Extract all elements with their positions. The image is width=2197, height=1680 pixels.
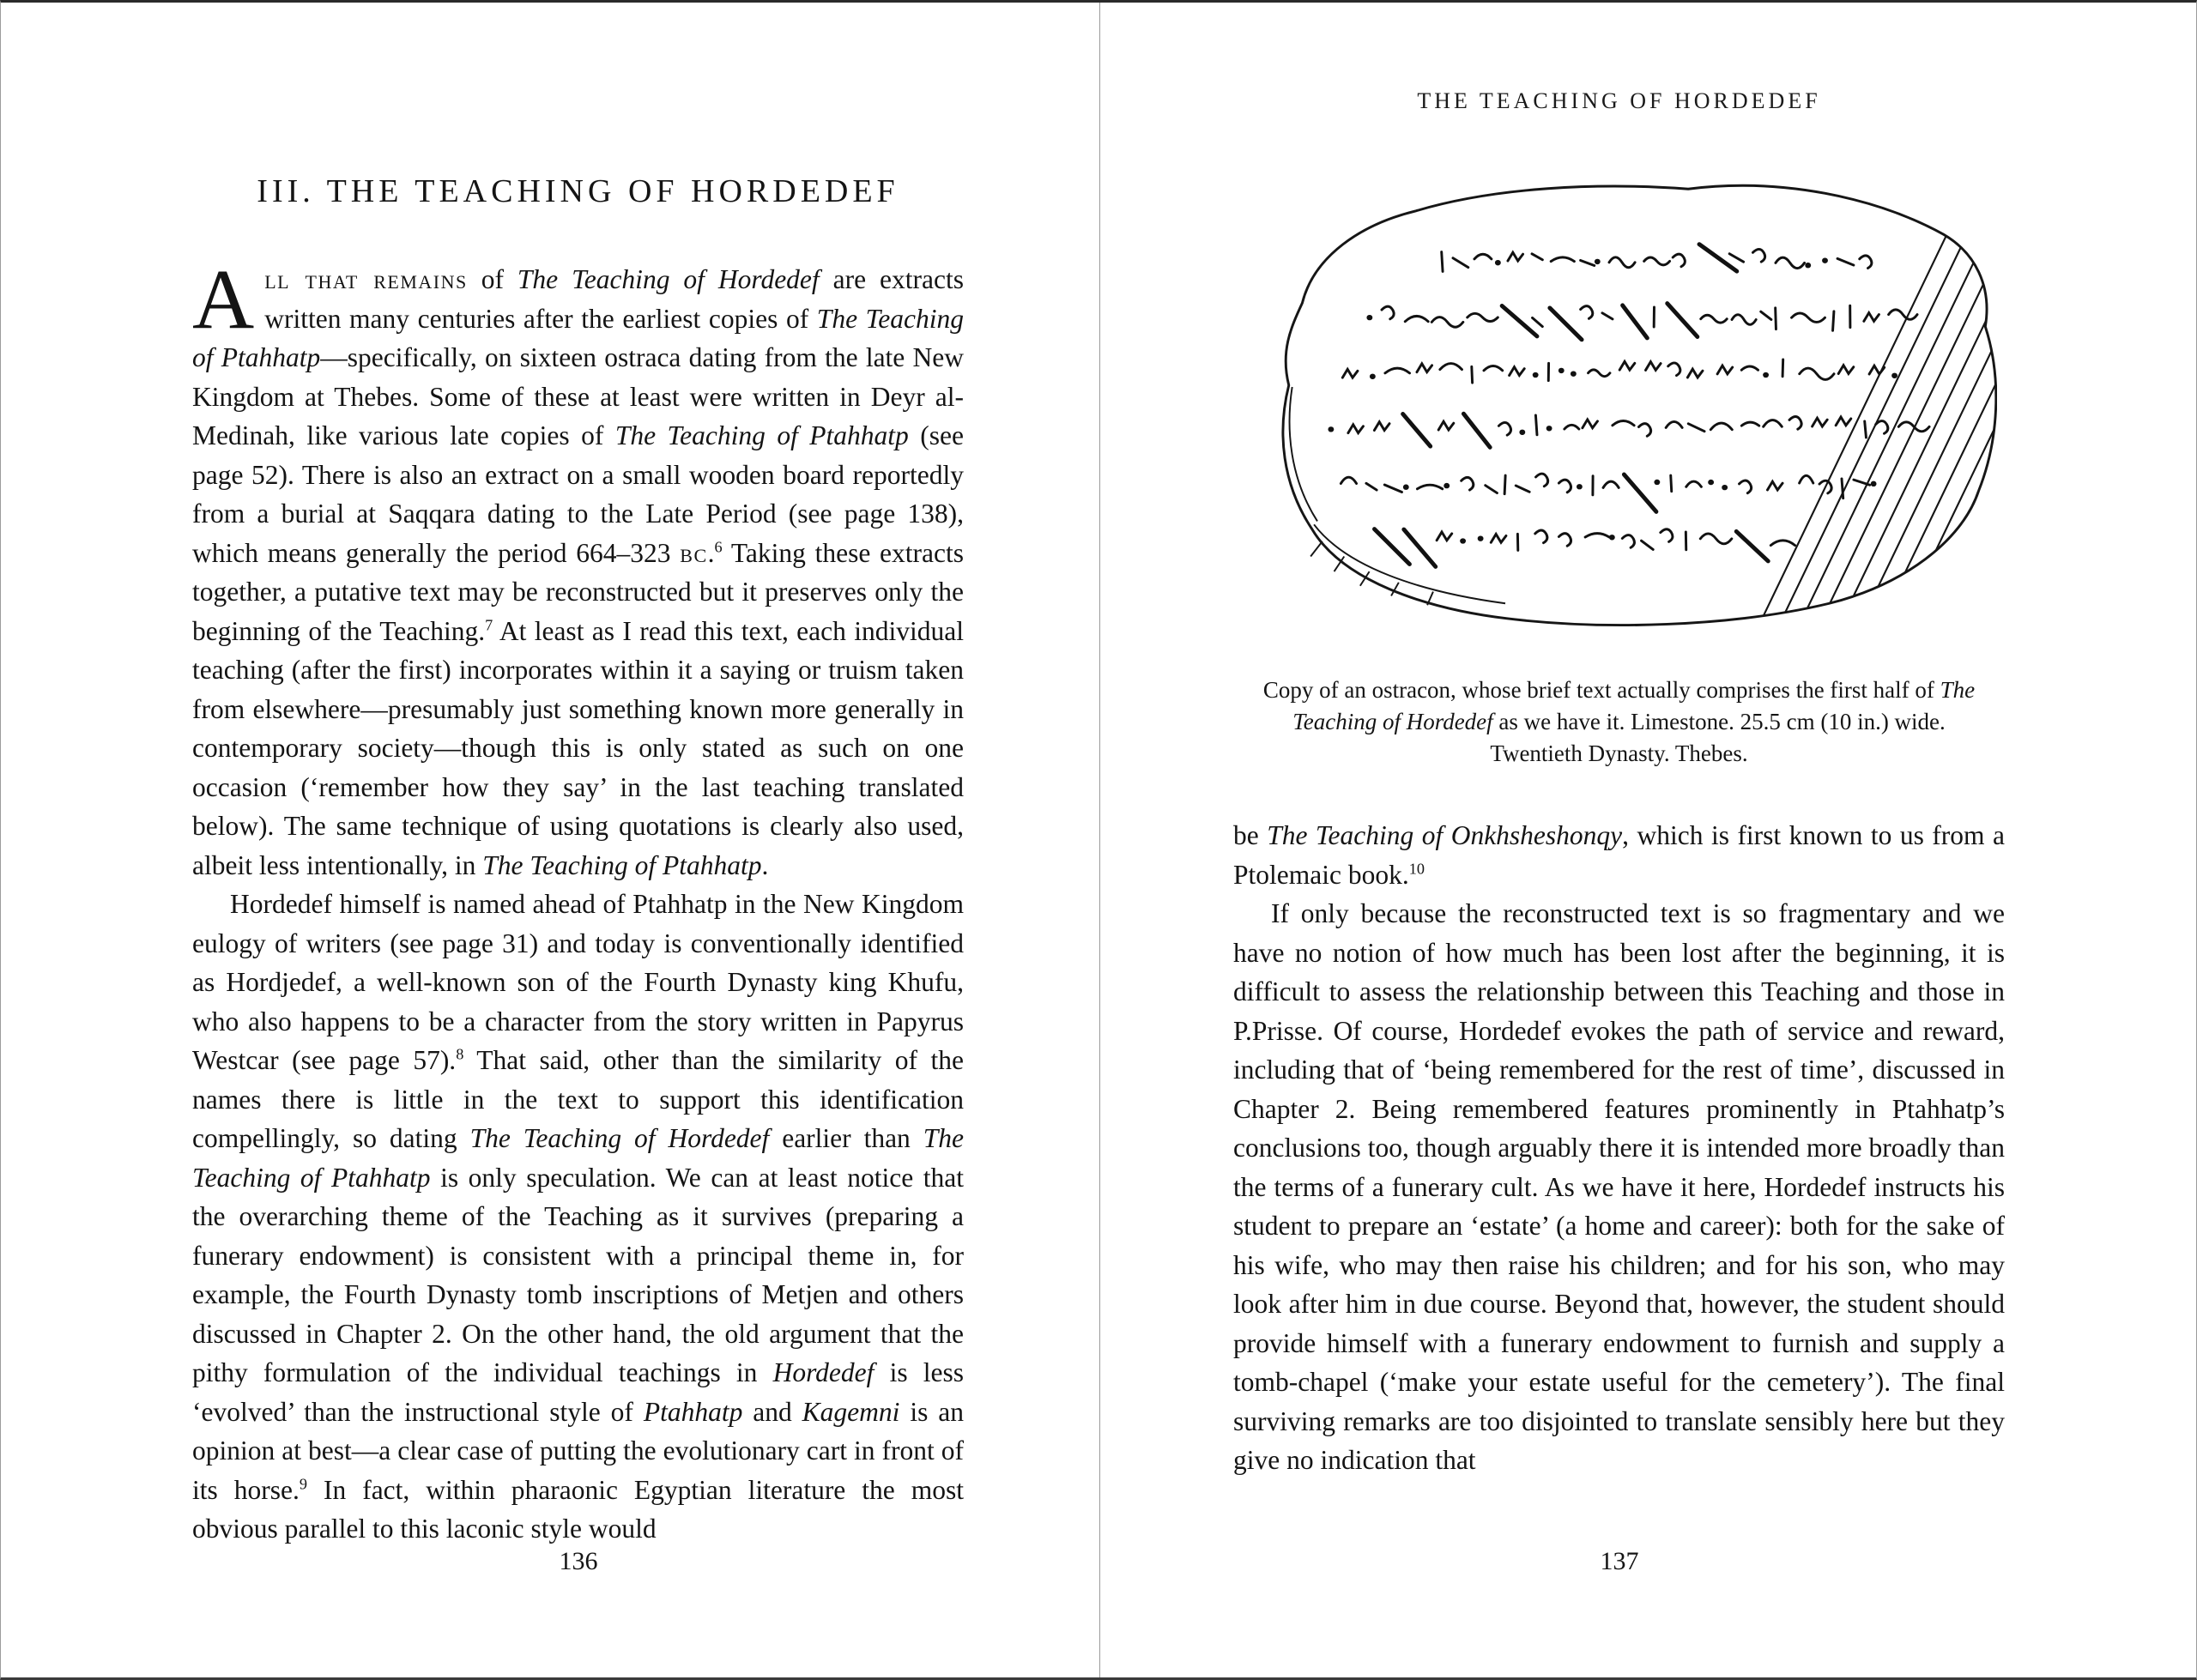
text-segment: The Teaching of Ptahhatp — [482, 849, 762, 880]
text-segment: Copy of an ostracon, whose brief text actually comprises the first half of — [1262, 677, 1940, 703]
page-number-right: 137 — [1600, 1547, 1639, 1575]
text-segment: The Teaching of Hordedef — [469, 1123, 770, 1153]
drop-cap: A — [192, 251, 255, 347]
text-segment: Hordedef himself is named ahead of Ptahhatp in the New Kingdom eulogy of writers (see page 31) and today is conventionally identified as Hordjedef, a well-known son of the Fourth Dynasty king Khufu, who also happens to be a character from the story written in Papyrus Westcar (see page 57). — [192, 889, 964, 1075]
right-body-text — [1233, 816, 2005, 1480]
ostracon-figure — [1233, 159, 2005, 770]
text-segment: If only because the reconstructed text is so fragmentary and we have no notion of how much has been lost after the beginning, it is difficult to assess the relationship between this Teaching and those in P.Prisse. Of course, Hordedef evokes the path of service and reward, including that of ‘being remembered for the rest of time’, discussed in Chapter 2. Being remembered features prominently in Ptahhatp’s conclusions too, though arguably there it is intended more broadly than the terms of a funerary cult. As we have it here, Hordedef instructs his student to prepare an ‘estate’ (a home and career): both for the sake of his wife, who may then raise his children; and for his son, who may look after him in due course. Beyond that, however, the student should provide himself with a funerary endowment to furnish and supply a tomb-chapel (‘make your estate useful for the cemetery’). The final surviving remarks are too disjointed to translate sensibly here but they give no indication that — [1233, 898, 2005, 1475]
text-segment: is only speculation. We can at least notice that the overarching theme of the Teaching as it survives (preparing a funerary endowment) is consistent with a principal theme in, for example, the Fourth Dynasty tomb inscriptions of Metjen and others discussed in Chapter 2. On the other hand, the old argument that the pithy formulation of the individual teachings in — [192, 1162, 964, 1387]
text-segment: The Teaching of Onkhsheshonqy — [1267, 820, 1623, 850]
text-segment: bc — [680, 537, 708, 568]
text-segment: is an opinion at best—a clear case of putting the evolutionary cart in front of its horse. — [192, 1396, 964, 1505]
text-segment: At least as I read this text, each individual teaching (after the first) incorporates within it a saying or truism taken from elsewhere—presumably just something known more generally in contemporary society—though this is only stated as such on one occasion (‘remember how they say’ in the last teaching translated below). The same technique of using quotations is clearly also used, albeit less intentionally, in — [192, 615, 964, 880]
text-segment: of — [467, 264, 517, 294]
stone-outline-path — [1282, 185, 1995, 625]
page-right — [1098, 3, 2196, 1677]
paragraph — [1233, 816, 2005, 894]
text-segment: 10 — [1408, 860, 1425, 877]
text-segment: The Teaching of Hordedef — [1292, 677, 1976, 734]
text-segment: The Teaching of Ptahhatp — [614, 420, 909, 450]
ostracon-illustration — [1242, 159, 1997, 652]
text-segment: , which is first known to us from a Ptolemaic book. — [1233, 820, 2005, 890]
text-segment: Kagemni — [802, 1396, 900, 1427]
page-number-left: 136 — [559, 1547, 598, 1575]
text-segment: . — [761, 849, 769, 880]
text-segment: ll that remains — [264, 264, 468, 294]
figure-caption — [1263, 674, 1976, 770]
text-segment: 6 — [714, 538, 723, 555]
running-header: THE TEACHING OF HORDEDEF — [1417, 88, 1821, 113]
text-segment: 8 — [456, 1045, 464, 1063]
paragraph — [192, 885, 964, 1549]
text-segment: (see page 52). There is also an extract on a small wooden board reportedly from a burial at Saqqara dating to the Late Period (see page 138), which means generally the period 664–323 — [192, 420, 964, 568]
text-segment: is less ‘evolved’ than the instructional style of — [192, 1357, 965, 1427]
text-segment: The Teaching of Ptahhatp — [192, 1123, 964, 1193]
page-left — [1, 3, 1098, 1677]
text-segment: The Teaching of Hordedef — [517, 264, 820, 294]
text-segment: 7 — [485, 616, 493, 633]
text-segment: In fact, within pharaonic Egyptian literature the most obvious parallel to this laconic style would — [192, 1474, 964, 1544]
text-segment: and — [742, 1396, 802, 1427]
chapter-title: III. THE TEACHING OF HORDEDEF — [257, 173, 899, 209]
paragraph — [192, 251, 965, 885]
text-segment: That said, other than the similarity of the names there is little in the text to support this identification compellingly, so dating — [192, 1045, 964, 1153]
text-segment: as we have it. Limestone. 25.5 cm (10 in.) wide. Twentieth Dynasty. Thebes. — [1490, 709, 1946, 766]
text-segment: earlier than — [769, 1123, 923, 1153]
text-segment: are extracts written many centuries after the earliest copies of — [264, 264, 964, 334]
text-segment: . — [707, 537, 715, 568]
text-segment: Hordedef — [772, 1357, 875, 1387]
text-segment: Taking these extracts together, a putative text may be reconstructed but it preserves only the beginning of the Teaching. — [192, 537, 964, 646]
paragraph — [1233, 894, 2005, 1480]
text-segment: 9 — [299, 1475, 307, 1492]
left-body-text — [192, 251, 965, 1549]
text-segment: —specifically, on sixteen ostraca dating from the late New Kingdom at Thebes. Some of these at least were written in Deyr al-Medinah, like various late copies of — [192, 342, 965, 450]
text-segment: Ptahhatp — [643, 1396, 743, 1427]
text-segment: be — [1233, 820, 1268, 850]
text-segment: The Teaching of Ptahhatp — [192, 303, 964, 372]
